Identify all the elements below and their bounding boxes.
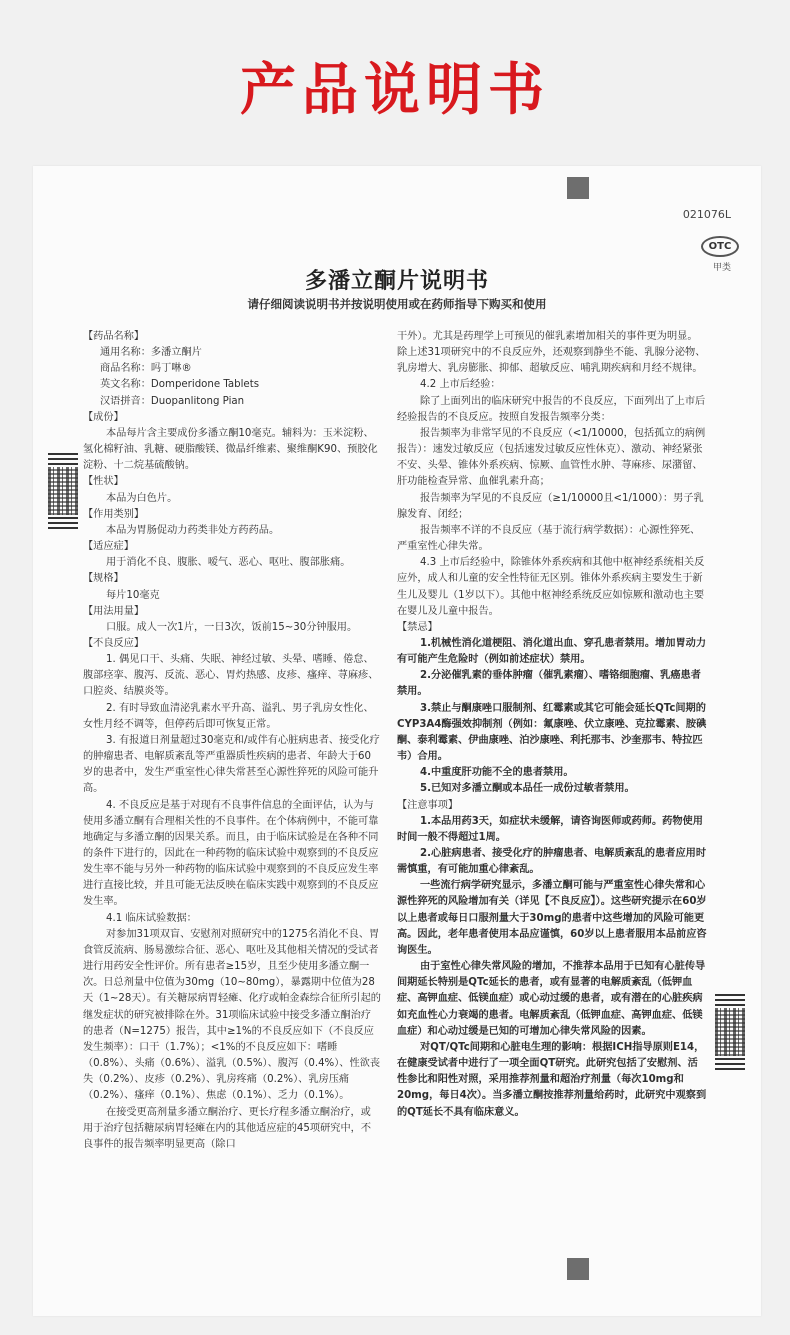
section-heading: 【规格】 — [83, 573, 124, 585]
paragraph: 4.2 上市后经验： — [420, 379, 501, 391]
paragraph: 英文名称：Domperidone Tablets — [100, 379, 259, 391]
registration-mark-bottom — [567, 1258, 589, 1280]
paragraph: 由于室性心律失常风险的增加，不推荐本品用于已知有心脏传导间期延长特别是QTc延长的患者，或有显著的电解质紊乱（低钾血症、高钾血症、低镁血症）或心动过缓的患者，或有潜在的心脏疾病如充血性心力衰竭的患者。电解质紊乱（低钾血症、高钾血症、低镁血症）和心动过缓是已知的可增加心律失常风险的因素。 — [397, 961, 706, 1037]
paragraph: 本品为胃肠促动力药类非处方药药品。 — [106, 524, 280, 536]
paragraph: 3. 有报道日剂量超过30毫克和/或伴有心脏病患者、接受化疗的肿瘤患者、电解质紊乱等严重器质性疾病的患者、年龄大于60岁的患者中，发生严重室性心律失常甚至心源性猝死的风险可能升高。 — [83, 734, 380, 795]
section-heading: 【不良反应】 — [83, 637, 145, 649]
paragraph: 一些流行病学研究显示，多潘立酮可能与严重室性心律失常和心源性猝死的风险增加有关（详见【不良反应】）。这些研究提示在60岁以上患者或每日口服剂量大于30mg的患者中这些增加的风险可能更高。因此，老年患者使用本品应谨慎，60岁以上患者服用本品前应咨询医生。 — [397, 880, 707, 956]
paragraph: 在接受更高剂量多潘立酮治疗、更长疗程多潘立酮治疗，或用于治疗包括糖尿病胃轻瘫在内的其他适应症的45项研究中，不良事件的报告频率明显更高（除口 — [83, 1106, 372, 1150]
paragraph: 报告频率不详的不良反应（基于流行病学数据）：心源性猝死、严重室性心律失常。 — [397, 524, 701, 553]
paragraph: 1.机械性消化道梗阻、消化道出血、穿孔患者禁用。增加胃动力有可能产生危险时（例如前述症状）禁用。 — [397, 637, 707, 666]
section-heading: 【药品名称】 — [83, 331, 145, 342]
section-heading: 【作用类别】 — [83, 508, 145, 520]
paragraph: 5.已知对多潘立酮或本品任一成份过敏者禁用。 — [420, 783, 635, 795]
paragraph: 4.1 临床试验数据： — [106, 912, 197, 924]
paragraph: 本品为白色片。 — [106, 492, 178, 504]
paragraph: 汉语拼音：Duopanlitong Pian — [100, 395, 245, 407]
section-heading: 【适应症】 — [83, 541, 134, 553]
paragraph: 2.心脏病患者、接受化疗的肿瘤患者、电解质紊乱的患者应用时需慎重，有可能加重心律紊乱。 — [397, 848, 707, 876]
paragraph: 4. 不良反应是基于对现有不良事件信息的全面评估，认为与使用多潘立酮有合理相关性的不良事件。在个体病例中，不能可靠地确定与多潘立酮的因果关系。而且，由于临床试验是在各种不同的条件下进行的，因此在一种药物的临床试验中观察到的不良反应发生率不能与另外一种药物的临床试验中观察到的不良反应发生率进行直接比较，并且可能无法反映在临床实践中观察到的不良反应发生率。 — [83, 799, 379, 908]
qr-code-left — [48, 453, 78, 529]
paragraph: 通用名称：多潘立酮片 — [100, 347, 202, 359]
paragraph: 4.3 上市后经验中，除锥体外系疾病和其他中枢神经系统相关反应外，成人和儿童的安全性特征无区别。锥体外系疾病主要发生于新生儿及婴儿（1岁以下）。其他中枢神经系统反应如惊厥和激动也主要在婴儿及儿童中报告。 — [397, 557, 705, 617]
leaflet-title: 多潘立酮片说明书 — [304, 269, 489, 294]
qr-code-icon — [48, 467, 78, 515]
section-heading: 【用法用量】 — [83, 605, 145, 617]
registration-mark-top — [567, 177, 589, 199]
qr-code-right — [715, 994, 745, 1070]
section-heading: 【注意事项】 — [397, 799, 459, 811]
paragraph: 报告频率为非常罕见的不良反应（<1/10000，包括孤立的病例报告）：速发过敏反应（包括速发过敏反应性休克）、激动、神经紧张不安、头晕、锥体外系疾病、惊厥、血管性水肿、荨麻疹、尿潴留、肝功能检查异常、血催乳素升高； — [397, 427, 706, 488]
paragraph: 商品名称：吗丁啉® — [100, 363, 192, 375]
paragraph: 1.本品用药3天，如症状未缓解，请咨询医师或药师。药物使用时间一般不得超过1周。 — [397, 815, 703, 843]
paragraph: 报告频率为罕见的不良反应（≥1/10000且<1/1000）：男子乳腺发育、闭经； — [397, 492, 704, 520]
right-text-column — [397, 329, 707, 1121]
otc-badge: OTC — [701, 236, 739, 257]
paragraph: 干外）。尤其是药理学上可预见的催乳素增加相关的事件更为明显。除上述31项研究中的不良反应外，还观察到静坐不能、乳腺分泌物、乳房增大、乳房膨胀、抑郁、超敏反应、哺乳期疾病和月经不规律。 — [397, 331, 706, 375]
leaflet-subtitle: 请仔细阅读说明书并按说明使用或在药师指导下购买和使用 — [247, 297, 547, 311]
paragraph: 对参加31项双盲、安慰剂对照研究中的1275名消化不良、胃食管反流病、肠易激综合征、恶心、呕吐及其他相关情况的受试者进行用药安全性评价。所有患者≥15岁，且至少使用多潘立酮一次。日总剂量中位值为30mg（10~80mg），暴露期中位值为28天（1~28天）。有关糖尿病胃轻瘫、化疗或帕金森综合征所引起的继发症状的研究被排除在外。31项临床试验中接受多潘立酮治疗的患者（N=1275）报告，其中≥1%的不良反应如下（不良反应发生频率）：口干（1.7%）；<1%的不良反应如下：嗜睡（0.8%）、头痛（0.6%）、溢乳（0.5%）、腹泻（0.4%）、性欲丧失（0.2%）、皮疹（0.2%）、乳房疼痛（0.2%）、乳房压痛（0.2%）、瘙痒（0.1%）、焦虑（0.1%）、乏力（0.1%）。 — [83, 928, 381, 1102]
section-heading: 【禁忌】 — [397, 621, 438, 633]
paragraph: 除了上面列出的临床研究中报告的不良反应，下面列出了上市后经验报告的不良反应。按照自发报告频率分类： — [397, 395, 706, 423]
section-heading: 【成份】 — [83, 411, 124, 423]
paragraph: 口服。成人一次1片，一日3次，饭前15~30分钟服用。 — [106, 621, 358, 633]
left-text-column — [83, 329, 381, 1153]
page-title: 产品说明书 — [240, 58, 550, 123]
paragraph: 2. 有时导致血清泌乳素水平升高、溢乳、男子乳房女性化、女性月经不调等，但停药后即可恢复正常。 — [83, 702, 374, 730]
paragraph: 4.中重度肝功能不全的患者禁用。 — [420, 767, 574, 779]
paragraph: 每片10毫克 — [106, 589, 160, 601]
paragraph: 对QT/QTc间期和心脏电生理的影响：根据ICH指导原则E14，在健康受试者中进行了一项全面QT研究。此研究包括了安慰剂、活性参比和阳性对照，采用推荐剂量和超治疗剂量（每次10mg和20mg，每日4次）。当多潘立酮按推荐剂量给药时，此研究中观察到的QT延长不具有临床意义。 — [397, 1041, 707, 1118]
paragraph: 本品每片含主要成份多潘立酮10毫克。辅料为：玉米淀粉、氢化棉籽油、乳糖、硬脂酸镁、微晶纤维素、聚维酮K90、预胶化淀粉、十二烷基硫酸钠。 — [83, 427, 378, 472]
leaflet-code: 021076L — [682, 208, 731, 221]
paragraph: 1. 偶见口干、头痛、失眠、神经过敏、头晕、嗜睡、倦怠、腹部痉挛、腹泻、反流、恶心、胃灼热感、皮疹、瘙痒、荨麻疹、口腔炎、结膜炎等。 — [83, 654, 379, 698]
paragraph: 2.分泌催乳素的垂体肿瘤（催乳素瘤）、嗜铬细胞瘤、乳癌患者禁用。 — [397, 670, 701, 698]
paragraph: 3.禁止与酮康唑口服制剂、红霉素或其它可能会延长QTc间期的CYP3A4酶强效抑制剂（例如：氟康唑、伏立康唑、克拉霉素、胺碘酮、泰利霉素、伊曲康唑、泊沙康唑、利托那韦、沙奎那韦、特拉匹韦）合用。 — [397, 702, 707, 763]
qr-code-icon — [715, 1008, 745, 1056]
otc-class-label: 甲类 — [712, 263, 731, 273]
leaflet-paper — [33, 166, 761, 1316]
paragraph: 用于消化不良、腹胀、嗳气、恶心、呕吐、腹部胀痛。 — [106, 557, 351, 569]
section-heading: 【性状】 — [83, 476, 124, 488]
